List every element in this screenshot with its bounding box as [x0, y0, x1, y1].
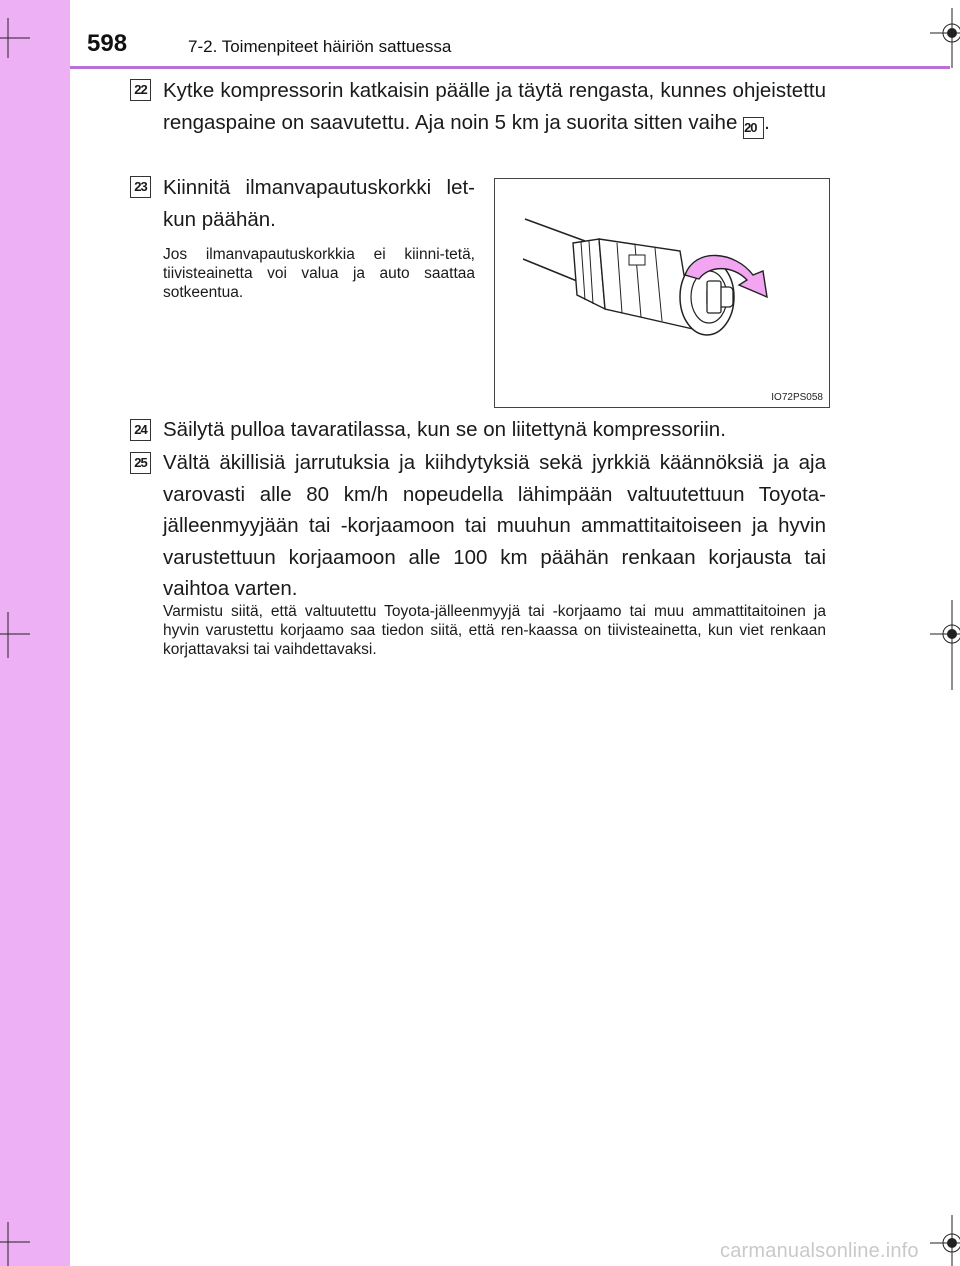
step-22-text-main: Kytke kompressorin katkaisin päälle ja täytä rengasta, kunnes ohjeistettu rengaspaine on saavutettu. Aja noin 5 km ja suorita sitten vaihe [163, 79, 826, 134]
step-25-text: Vältä äkillisiä jarrutuksia ja kiihdytyksiä sekä jyrkkiä käännöksiä ja aja varovasti alle 80 km/h nopeudella lähimpään valtuutettuun Toyota-jälleenmyyjään tai -korjaamoon tai muuhun ammattitaitoiseen ja hyvin varustettuun korjaamoon alle 100 km päähän renkaan korjausta tai vaihtoa varten. [163, 451, 826, 600]
hose-end-cap-illustration [495, 179, 829, 379]
crop-mark-bottom-left [0, 1222, 30, 1266]
step-reference-20[interactable]: 20 [743, 117, 764, 139]
step-number-25: 25 [130, 452, 151, 474]
header-divider [70, 66, 950, 69]
step-24-text: Säilytä pulloa tavaratilassa, kun se on liitettynä kompressoriin. [163, 418, 726, 441]
page-number: 598 [87, 30, 128, 57]
step-number-24: 24 [130, 419, 151, 441]
step-23-text: Kiinnitä ilmanvapautuskorkki let-kun päähän. [163, 176, 475, 231]
watermark: carmanualsonline.info [720, 1240, 919, 1262]
step-25-note: Varmistu siitä, että valtuutettu Toyota-jälleenmyyjä tai -korjaamo tai muu ammattitaitoinen ja hyvin varustettu korjaamo saa tiedon siitä, että ren-kaassa on tiivisteainetta, kun viet renkaan korjattavaksi tai vaihdettavaksi. [163, 603, 826, 658]
step-number-23: 23 [130, 176, 151, 198]
hose-cap-figure [494, 178, 830, 408]
crop-mark-mid-right [930, 600, 960, 690]
crop-mark-bottom-right [930, 1215, 960, 1266]
crop-mark-top-left [0, 18, 30, 58]
step-22-text-end: . [764, 110, 770, 134]
crop-mark-mid-left [0, 612, 30, 658]
step-number-22: 22 [130, 79, 151, 101]
crop-mark-top-right [930, 8, 960, 68]
section-title: 7-2. Toimenpiteet häiriön sattuessa [188, 37, 452, 56]
step-23-note: Jos ilmanvapautuskorkkia ei kiinni-tetä, tiivisteainetta voi valua ja auto saattaa sotkeentua. [163, 246, 475, 301]
step-22-text [163, 75, 826, 139]
figure-code: IO72PS058 [771, 392, 823, 403]
